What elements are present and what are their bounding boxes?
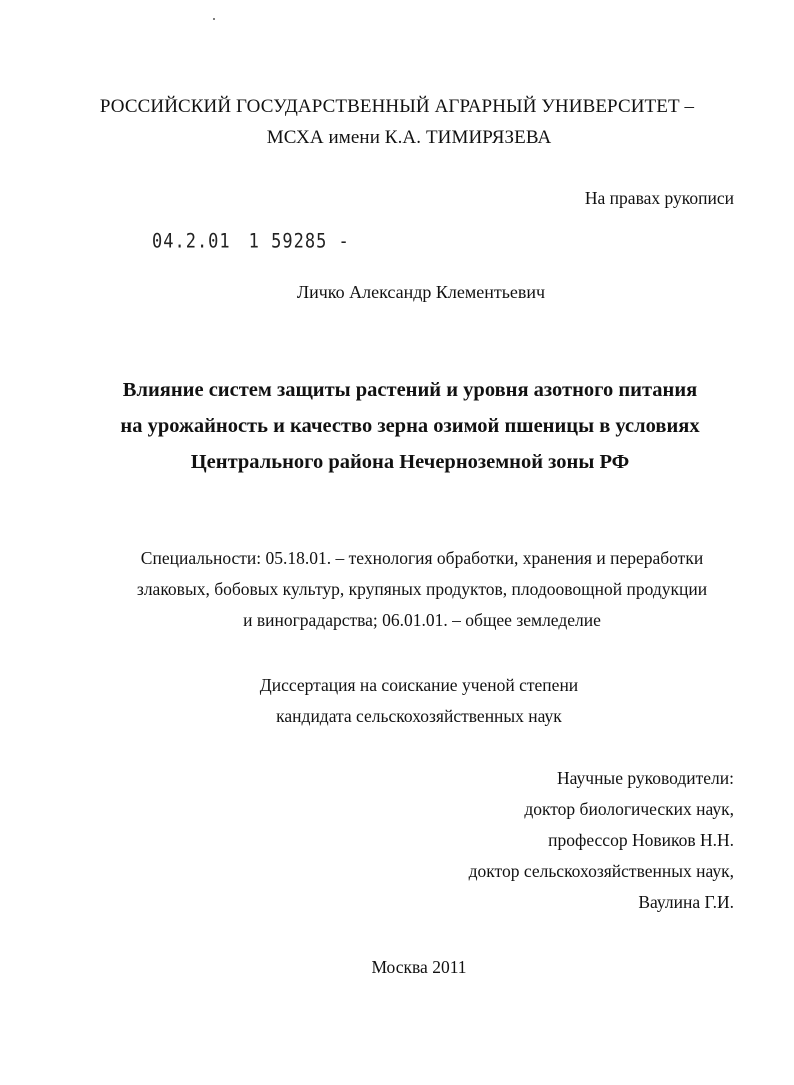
registration-number-part-1: 04.2.01	[152, 230, 231, 253]
supervisor-1-degree: доктор биологических наук,	[524, 799, 734, 819]
scan-speck	[213, 18, 215, 20]
city-and-year: Москва 2011	[371, 957, 467, 977]
author-name: Личко Александр Клементьевич	[296, 282, 546, 302]
title-line-3: Центрального района Нечерноземной зоны РФ	[190, 451, 630, 473]
title-line-1: Влияние систем защиты растений и уровня азотного питания	[122, 379, 698, 401]
manuscript-note: На правах рукописи	[584, 188, 734, 208]
dissertation-line-2: кандидата сельскохозяйственных наук	[276, 706, 562, 726]
specialties-line-2: злаковых, бобовых культур, крупяных продуктов, плодоовощной продукции	[136, 579, 708, 599]
dissertation-line-1: Диссертация на соискание ученой степени	[259, 675, 579, 695]
registration-number-part-2: 1 59285 -	[248, 230, 350, 253]
supervisor-2-degree: доктор сельскохозяйственных наук,	[468, 861, 734, 881]
specialties-line-1: Специальности: 05.18.01. – технология обработки, хранения и переработки	[140, 548, 704, 568]
registration-number	[152, 230, 350, 253]
university-name-line-2: МСХА имени К.А. ТИМИРЯЗЕВА	[266, 127, 552, 148]
specialties-line-3: и виноградарства; 06.01.01. – общее земледелие	[243, 610, 601, 630]
supervisor-1-name: профессор Новиков Н.Н.	[548, 830, 734, 850]
supervisors-heading: Научные руководители:	[557, 768, 734, 788]
supervisor-2-name: Ваулина Г.И.	[638, 892, 734, 912]
title-line-2: на урожайность и качество зерна озимой пшеницы в условиях	[120, 415, 700, 437]
university-name-line-1: РОССИЙСКИЙ ГОСУДАРСТВЕННЫЙ АГРАРНЫЙ УНИВЕРСИТЕТ –	[99, 96, 695, 117]
